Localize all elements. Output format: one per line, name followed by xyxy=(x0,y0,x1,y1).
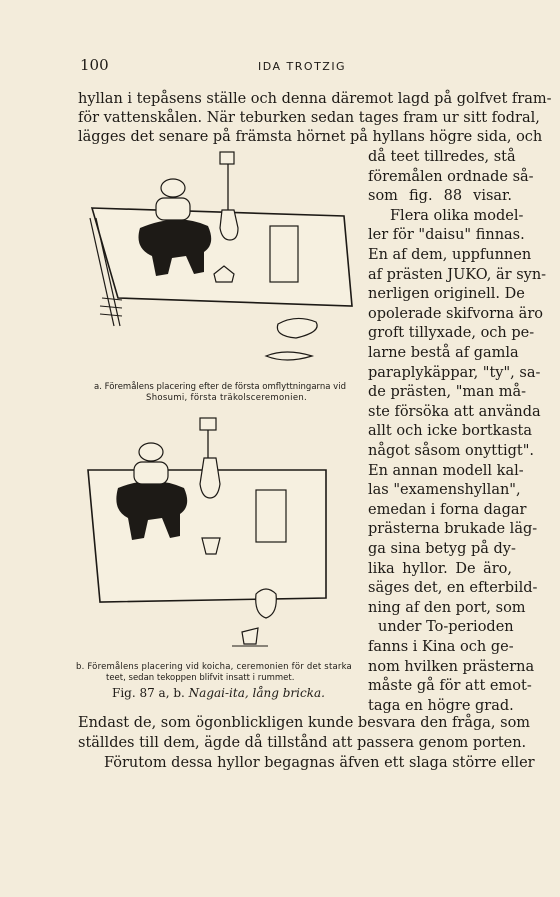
column-line: las "examenshyllan", xyxy=(368,482,521,499)
caption-a-line-2: Shosumi, första träkolsceremonien. xyxy=(146,393,308,403)
column-line: groft tillyxade, och pe- xyxy=(368,325,535,342)
column-line: måste gå för att emot- xyxy=(368,678,532,695)
column-line: opolerade skifvorna äro xyxy=(368,305,543,322)
column-line: prästerna brukade läg- xyxy=(368,521,538,538)
column-line: nom hvilken prästerna xyxy=(368,658,535,675)
caption-b-line-2: teet, sedan tekoppen blifvit insatt i rummet. xyxy=(106,673,295,683)
column-line: larne bestå af gamla xyxy=(368,345,519,361)
figure-label xyxy=(112,686,325,700)
body-line: för vattenskålen. När teburken sedan tages fram ur sitt fodral, xyxy=(78,110,540,126)
column-line: säges det, en efterbild- xyxy=(368,580,538,597)
page-number: 100 xyxy=(80,56,109,74)
column-line: nerligen originell. De xyxy=(368,286,525,303)
body-line: Endast de, som ögonblickligen kunde besvara den fråga, som xyxy=(78,715,531,731)
column-line: taga en högre grad. xyxy=(368,697,514,714)
column-line: paraplykäppar, "ty", sa- xyxy=(368,364,541,381)
column-line: ler för "daisu" finnas. xyxy=(368,227,525,244)
column-line: En annan modell kal- xyxy=(368,462,524,479)
column-line: fanns i Kina och ge- xyxy=(368,639,514,655)
figure-number: Fig. 87 a, b. xyxy=(112,686,185,700)
caption-b-line-1: b. Föremålens placering vid koicha, ceremonien för det starka xyxy=(76,662,352,672)
column-line: af prästen JUKO, är syn- xyxy=(368,266,547,283)
figure-title: Nagai-ita, lång bricka. xyxy=(188,686,325,700)
body-line: hyllan i tepåsens ställe och denna däremot lagd på golfvet fram- xyxy=(78,91,552,107)
column-line: de prästen, "man må- xyxy=(368,384,527,401)
body-line: ställdes till dem, ägde då tillstånd att passera genom porten. xyxy=(78,735,527,751)
column-line: lika hyllor. De äro, xyxy=(368,560,512,577)
column-line: allt och icke bortkasta xyxy=(368,423,533,440)
column-line: då teet tillredes, stå xyxy=(368,149,516,165)
illustration-a xyxy=(82,148,362,373)
column-line: som fig. 88 visar. xyxy=(368,188,512,205)
column-line: något såsom onyttigt". xyxy=(368,443,534,459)
column-line: emedan i forna dagar xyxy=(368,501,527,518)
column-line: ga sina betyg på dy- xyxy=(368,541,516,557)
column-line: föremålen ordnade så- xyxy=(368,168,534,185)
column-line: Flera olika model- xyxy=(390,207,524,224)
caption-a-line-1: a. Föremålens placering efter de första omflyttningarna vid xyxy=(94,382,346,392)
body-line: Förutom dessa hyllor begagnas äfven ett slaga större eller xyxy=(104,755,535,771)
illustration-b xyxy=(82,418,362,658)
column-line: ning af den port, som xyxy=(368,599,526,616)
body-line: lägges det senare på främsta hörnet på hyllans högre sida, och xyxy=(78,129,543,145)
column-line: ste försöka att använda xyxy=(368,403,541,420)
column-line: En af dem, uppfunnen xyxy=(368,247,532,263)
running-head: IDA TROTZIG xyxy=(258,60,347,73)
column-line: under To-perioden xyxy=(378,619,514,636)
